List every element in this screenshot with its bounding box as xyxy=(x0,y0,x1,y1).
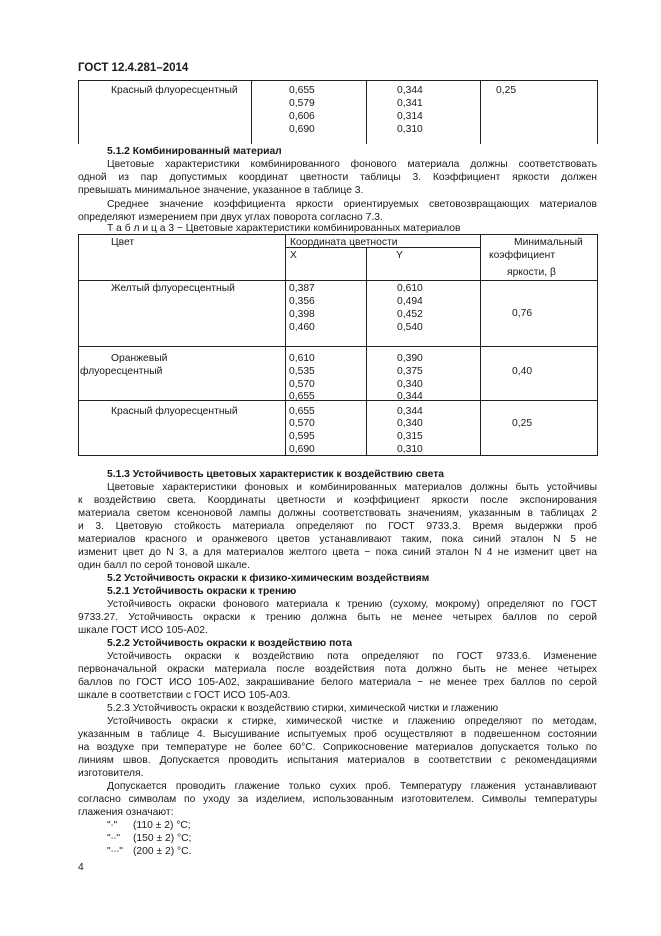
section-title-5-1-3: 5.1.3 Устойчивость цветовых характеристик к воздействию света xyxy=(107,469,444,480)
x-value: 0,606 xyxy=(289,111,315,122)
x-value: 0,595 xyxy=(289,431,315,442)
symbol-temperature: (110 ± 2) °С; xyxy=(133,820,191,831)
y-value: 0,344 xyxy=(397,85,423,96)
column-header-coordinates: Координата цветности xyxy=(290,237,398,248)
y-value: 0,340 xyxy=(397,418,423,429)
row-color-label: Оранжевый xyxy=(111,353,168,364)
x-value: 0,398 xyxy=(289,309,315,320)
row-color-label: Красный флуоресцентный xyxy=(111,406,238,417)
y-value: 0,452 xyxy=(397,309,423,320)
paragraph-line: Цветовые характеристики фоновых и комбинированных материалов должны быть устойчивы xyxy=(107,482,597,493)
paragraph-line: баллов по ГОСТ ИСО 105-А02, закрашивание белого материала − не менее трех баллов по серой xyxy=(78,677,597,688)
x-value: 0,356 xyxy=(289,296,315,307)
y-value: 0,310 xyxy=(397,124,423,135)
x-value: 0,535 xyxy=(289,366,315,377)
y-value: 0,315 xyxy=(397,431,423,442)
paragraph-line: первоначальной окраски материала после воздействия пота должно быть не менее четырех xyxy=(78,664,597,675)
column-header-y: Y xyxy=(396,250,403,261)
x-value: 0,387 xyxy=(289,283,315,294)
symbol-label: "∙∙∙" xyxy=(107,846,123,857)
section-title-5-2: 5.2 Устойчивость окраски к физико-химическим воздействиям xyxy=(107,573,430,584)
y-value: 0,494 xyxy=(397,296,423,307)
column-header-color: Цвет xyxy=(111,237,135,248)
paragraph-line: и 3. Цветовую стойкость материала определяют по ГОСТ 9733.3. Время выдержки проб xyxy=(78,521,597,532)
section-title-5-2-2: 5.2.2 Устойчивость окраски к воздействию пота xyxy=(107,638,353,649)
column-header-beta: Минимальный xyxy=(514,237,583,248)
color-label: Красный флуоресцентный xyxy=(111,85,238,96)
x-value: 0,570 xyxy=(289,379,315,390)
section-title-5-2-1: 5.2.1 Устойчивость окраски к трению xyxy=(107,586,297,597)
paragraph-line: определяют измерением при двух углах поворота согласно 7.3. xyxy=(78,212,383,223)
paragraph-line: шкале в соответствии с ГОСТ ИСО 105-А03. xyxy=(78,690,291,701)
paragraph-line: Допускается проводить глажение только сухих проб. Температуру глажения устанавливают xyxy=(107,781,597,792)
paragraph-line: указанным в таблице 4. Высушивание испытуемых проб осуществляют в подвешенном состоянии xyxy=(78,729,597,740)
beta-value: 0,40 xyxy=(512,366,533,377)
y-value: 0,344 xyxy=(397,391,423,402)
y-value: 0,340 xyxy=(397,379,423,390)
paragraph-line: превышать минимальное значение, указанное в таблице 3. xyxy=(78,185,364,196)
symbol-temperature: (200 ± 2) °С. xyxy=(133,846,192,857)
paragraph-line: на воздухе при температуре не более 60°С. Соприкосновение материалов допускается только по xyxy=(78,742,597,753)
paragraph-line: материалов красного и оранжевого цветов устанавливают таким, пока синий эталон N 5 не xyxy=(78,534,597,545)
table-caption: Т а б л и ц а 3 − Цветовые характеристики комбинированных материалов xyxy=(107,223,461,234)
x-value: 0,690 xyxy=(289,444,315,455)
paragraph-line: глажения означают: xyxy=(78,807,174,818)
x-value: 0,655 xyxy=(289,85,315,96)
row-color-label: Желтый флуоресцентный xyxy=(111,283,235,294)
document-header: ГОСТ 12.4.281–2014 xyxy=(78,62,189,74)
section-title-5-2-3: 5.2.3 Устойчивость окраски к воздействию стирки, химической чистки и глажению xyxy=(107,703,499,714)
beta-value: 0,25 xyxy=(496,85,517,96)
section-title-5-1-2: 5.1.2 Комбинированный материал xyxy=(107,146,282,157)
x-value: 0,570 xyxy=(289,418,315,429)
y-value: 0,390 xyxy=(397,353,423,364)
x-value: 0,460 xyxy=(289,322,315,333)
paragraph-line: изготовителя. xyxy=(78,768,144,779)
paragraph-line: линиям швов. Допускается проводить испытания материалов в соответствии с рекомендациями xyxy=(78,755,597,766)
x-value: 0,610 xyxy=(289,353,315,364)
symbol-label: "∙" xyxy=(107,820,118,831)
y-value: 0,375 xyxy=(397,366,423,377)
paragraph-line: один балл по серой тоновой шкале. xyxy=(78,560,250,571)
column-header-beta: коэффициент xyxy=(489,250,556,261)
paragraph-line: шкале ГОСТ ИСО 105-А02. xyxy=(78,625,208,636)
column-header-beta: яркости, β xyxy=(507,267,556,278)
symbol-label: "∙∙" xyxy=(107,833,121,844)
paragraph-line: Устойчивость окраски фонового материала к трению (сухому, мокрому) определяют по ГОСТ xyxy=(107,599,597,610)
row-color-label: флуоресцентный xyxy=(80,366,163,377)
x-value: 0,690 xyxy=(289,124,315,135)
y-value: 0,610 xyxy=(397,283,423,294)
paragraph-line: Устойчивость окраски к воздействию пота определяют по ГОСТ 9733.6. Изменение xyxy=(107,651,597,662)
y-value: 0,341 xyxy=(397,98,423,109)
paragraph-line: Среднее значение коэффициента яркости ориентируемых световозвращающих материалов xyxy=(107,199,597,210)
page-number: 4 xyxy=(78,862,84,873)
beta-value: 0,25 xyxy=(512,418,533,429)
beta-value: 0,76 xyxy=(512,308,533,319)
paragraph-line: 9733.27. Устойчивость окраски к трению должна быть не менее четырех баллов по серой xyxy=(78,612,597,623)
column-header-x: X xyxy=(290,250,297,261)
y-value: 0,310 xyxy=(397,444,423,455)
symbol-temperature: (150 ± 2) °С; xyxy=(133,833,192,844)
paragraph-line: материала светом ксеноновой лампы должны соответствовать значениям, указанным в таблицах 2 xyxy=(78,508,597,519)
x-value: 0,655 xyxy=(289,391,315,402)
y-value: 0,344 xyxy=(397,406,423,417)
x-value: 0,579 xyxy=(289,98,315,109)
paragraph-line: согласно символам по уходу за изделием, использованным изготовителем. Символы температуры xyxy=(78,794,597,805)
paragraph-line: к воздействию света. Координаты цветности и коэффициент яркости после экспонирования xyxy=(78,495,597,506)
paragraph-line: Цветовые характеристики комбинированного фонового материала должны соответствовать xyxy=(107,159,597,170)
y-value: 0,540 xyxy=(397,322,423,333)
paragraph-line: Устойчивость окраски к стирке, химической чистке и глажению определяют по методам, xyxy=(107,716,597,727)
y-value: 0,314 xyxy=(397,111,423,122)
paragraph-line: изменит цвет до N 3, а для материалов желтого цвета − пока синий эталон N 4 не изменит цвет на xyxy=(78,547,597,558)
paragraph-line: одной из пар допустимых координат цветности таблицы 3. Коэффициент яркости должен xyxy=(78,172,597,183)
x-value: 0,655 xyxy=(289,406,315,417)
